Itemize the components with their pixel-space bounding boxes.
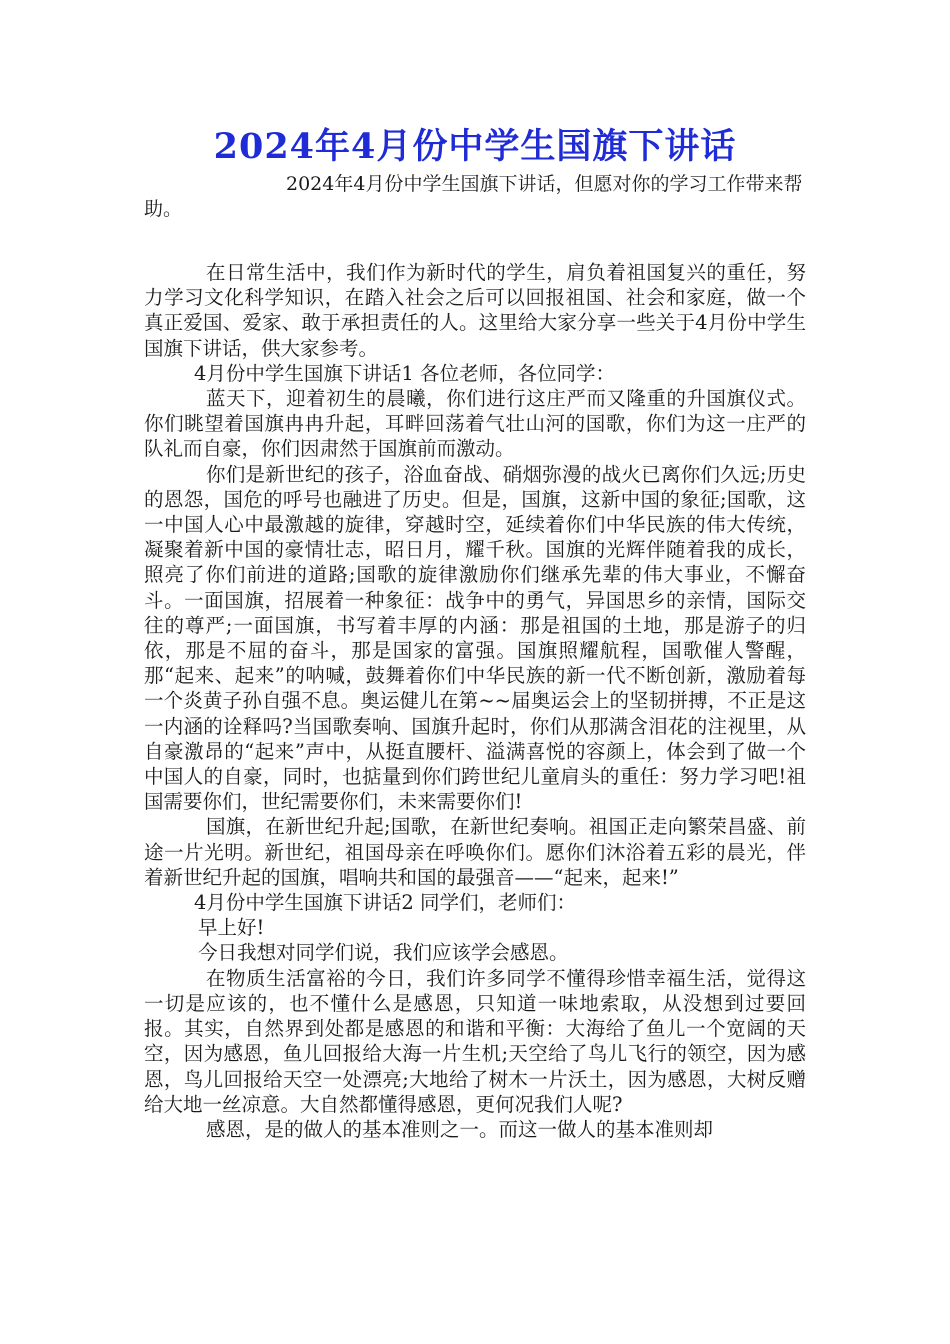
paragraph-6: 今日我想对同学们说，我们应该学会感恩。 bbox=[198, 941, 569, 965]
paragraph-3: 你们是新世纪的孩子，浴血奋战、硝烟弥漫的战火已离你们久远;历史的恩怨，国危的呼号也融进了历史。但是，国旗，这新中国的象征;国歌，这一中国人心中最激越的旋律，穿越时空，延续着你们中华民族的伟大传统，凝聚着新中国的豪情壮志，昭日月，耀千秋。国旗的光辉伴随着我的成长，照亮了你们前进的道路;国歌的旋律激励你们继承先辈的伟大事业，不懈奋斗。一面国旗，招展着一种象征：战争中的勇气，异国思乡的亲情，国际交往的尊严;一面国旗，书写着丰厚的内涵：那是祖国的土地，那是游子的归依，那是不屈的奋斗，那是国家的富强。国旗照耀航程，国歌催人警醒，那“起来、起来”的呐喊，鼓舞着你们中华民族的新一代不断创新，激励着每一个炎黄子孙自强不息。奥运健儿在第~~届奥运会上的坚韧拼搏，不正是这一内涵的诠释吗?当国歌奏响、国旗升起时，你们从那满含泪花的注视里，从自豪激昂的“起来”声中，从挺直腰杆、溢满喜悦的容颜上，体会到了做一个中国人的自豪，同时，也掂量到你们跨世纪儿童肩头的重任：努力学习吧!祖国需要你们，世纪需要你们，未来需要你们! bbox=[144, 462, 806, 814]
speech-2-heading: 4月份中学生国旗下讲话2 同学们，老师们： bbox=[194, 891, 577, 915]
paragraph-2: 蓝天下，迎着初生的晨曦，你们进行这庄严而又隆重的升国旗仪式。你们眺望着国旗冉冉升起，耳畔回荡着气壮山河的国歌，你们为这一庄严的队礼而自豪，你们因肃然于国旗前而激动。 bbox=[144, 387, 806, 461]
paragraph-8: 感恩，是的做人的基本准则之一。而这一做人的基本准则却 bbox=[206, 1117, 714, 1141]
speech-1-heading: 4月份中学生国旗下讲话1 各位老师，各位同学： bbox=[194, 361, 616, 385]
intro-text: 2024年4月份中学生国旗下讲话，但愿对你的学习工作带来帮助。 bbox=[144, 173, 803, 220]
spacer bbox=[144, 222, 806, 260]
paragraph-4: 国旗，在新世纪升起;国歌，在新世纪奏响。祖国正走向繁荣昌盛、前途一片光明。新世纪，祖国母亲在呼唤你们。愿你们沐浴着五彩的晨光，伴着新世纪升起的国旗，唱响共和国的最强音——“起来，起来!” bbox=[144, 815, 806, 889]
document-page bbox=[144, 122, 806, 1142]
paragraph-7: 在物质生活富裕的今日，我们许多同学不懂得珍惜幸福生活，觉得这一切是应该的，也不懂什么是感恩，只知道一味地索取，从没想到过要回报。其实，自然界到处都是感恩的和谐和平衡：大海给了鱼儿一个宽阔的天空，因为感恩，鱼儿回报给大海一片生机;天空给了鸟儿飞行的领空，因为感恩，鸟儿回报给天空一处漂亮;大地给了树木一片沃土，因为感恩，大树反赠给大地一丝凉意。大自然都懂得感恩，更何况我们人呢? bbox=[144, 966, 806, 1116]
document-title: 2024年4月份中学生国旗下讲话 bbox=[213, 126, 737, 167]
paragraph-5: 早上好! bbox=[198, 916, 265, 940]
paragraph-1: 在日常生活中，我们作为新时代的学生，肩负着祖国复兴的重任，努力学习文化科学知识，在踏入社会之后可以回报祖国、社会和家庭，做一个真正爱国、爱家、敢于承担责任的人。这里给大家分享一些关于4月份中学生国旗下讲话，供大家参考。 bbox=[144, 261, 806, 360]
